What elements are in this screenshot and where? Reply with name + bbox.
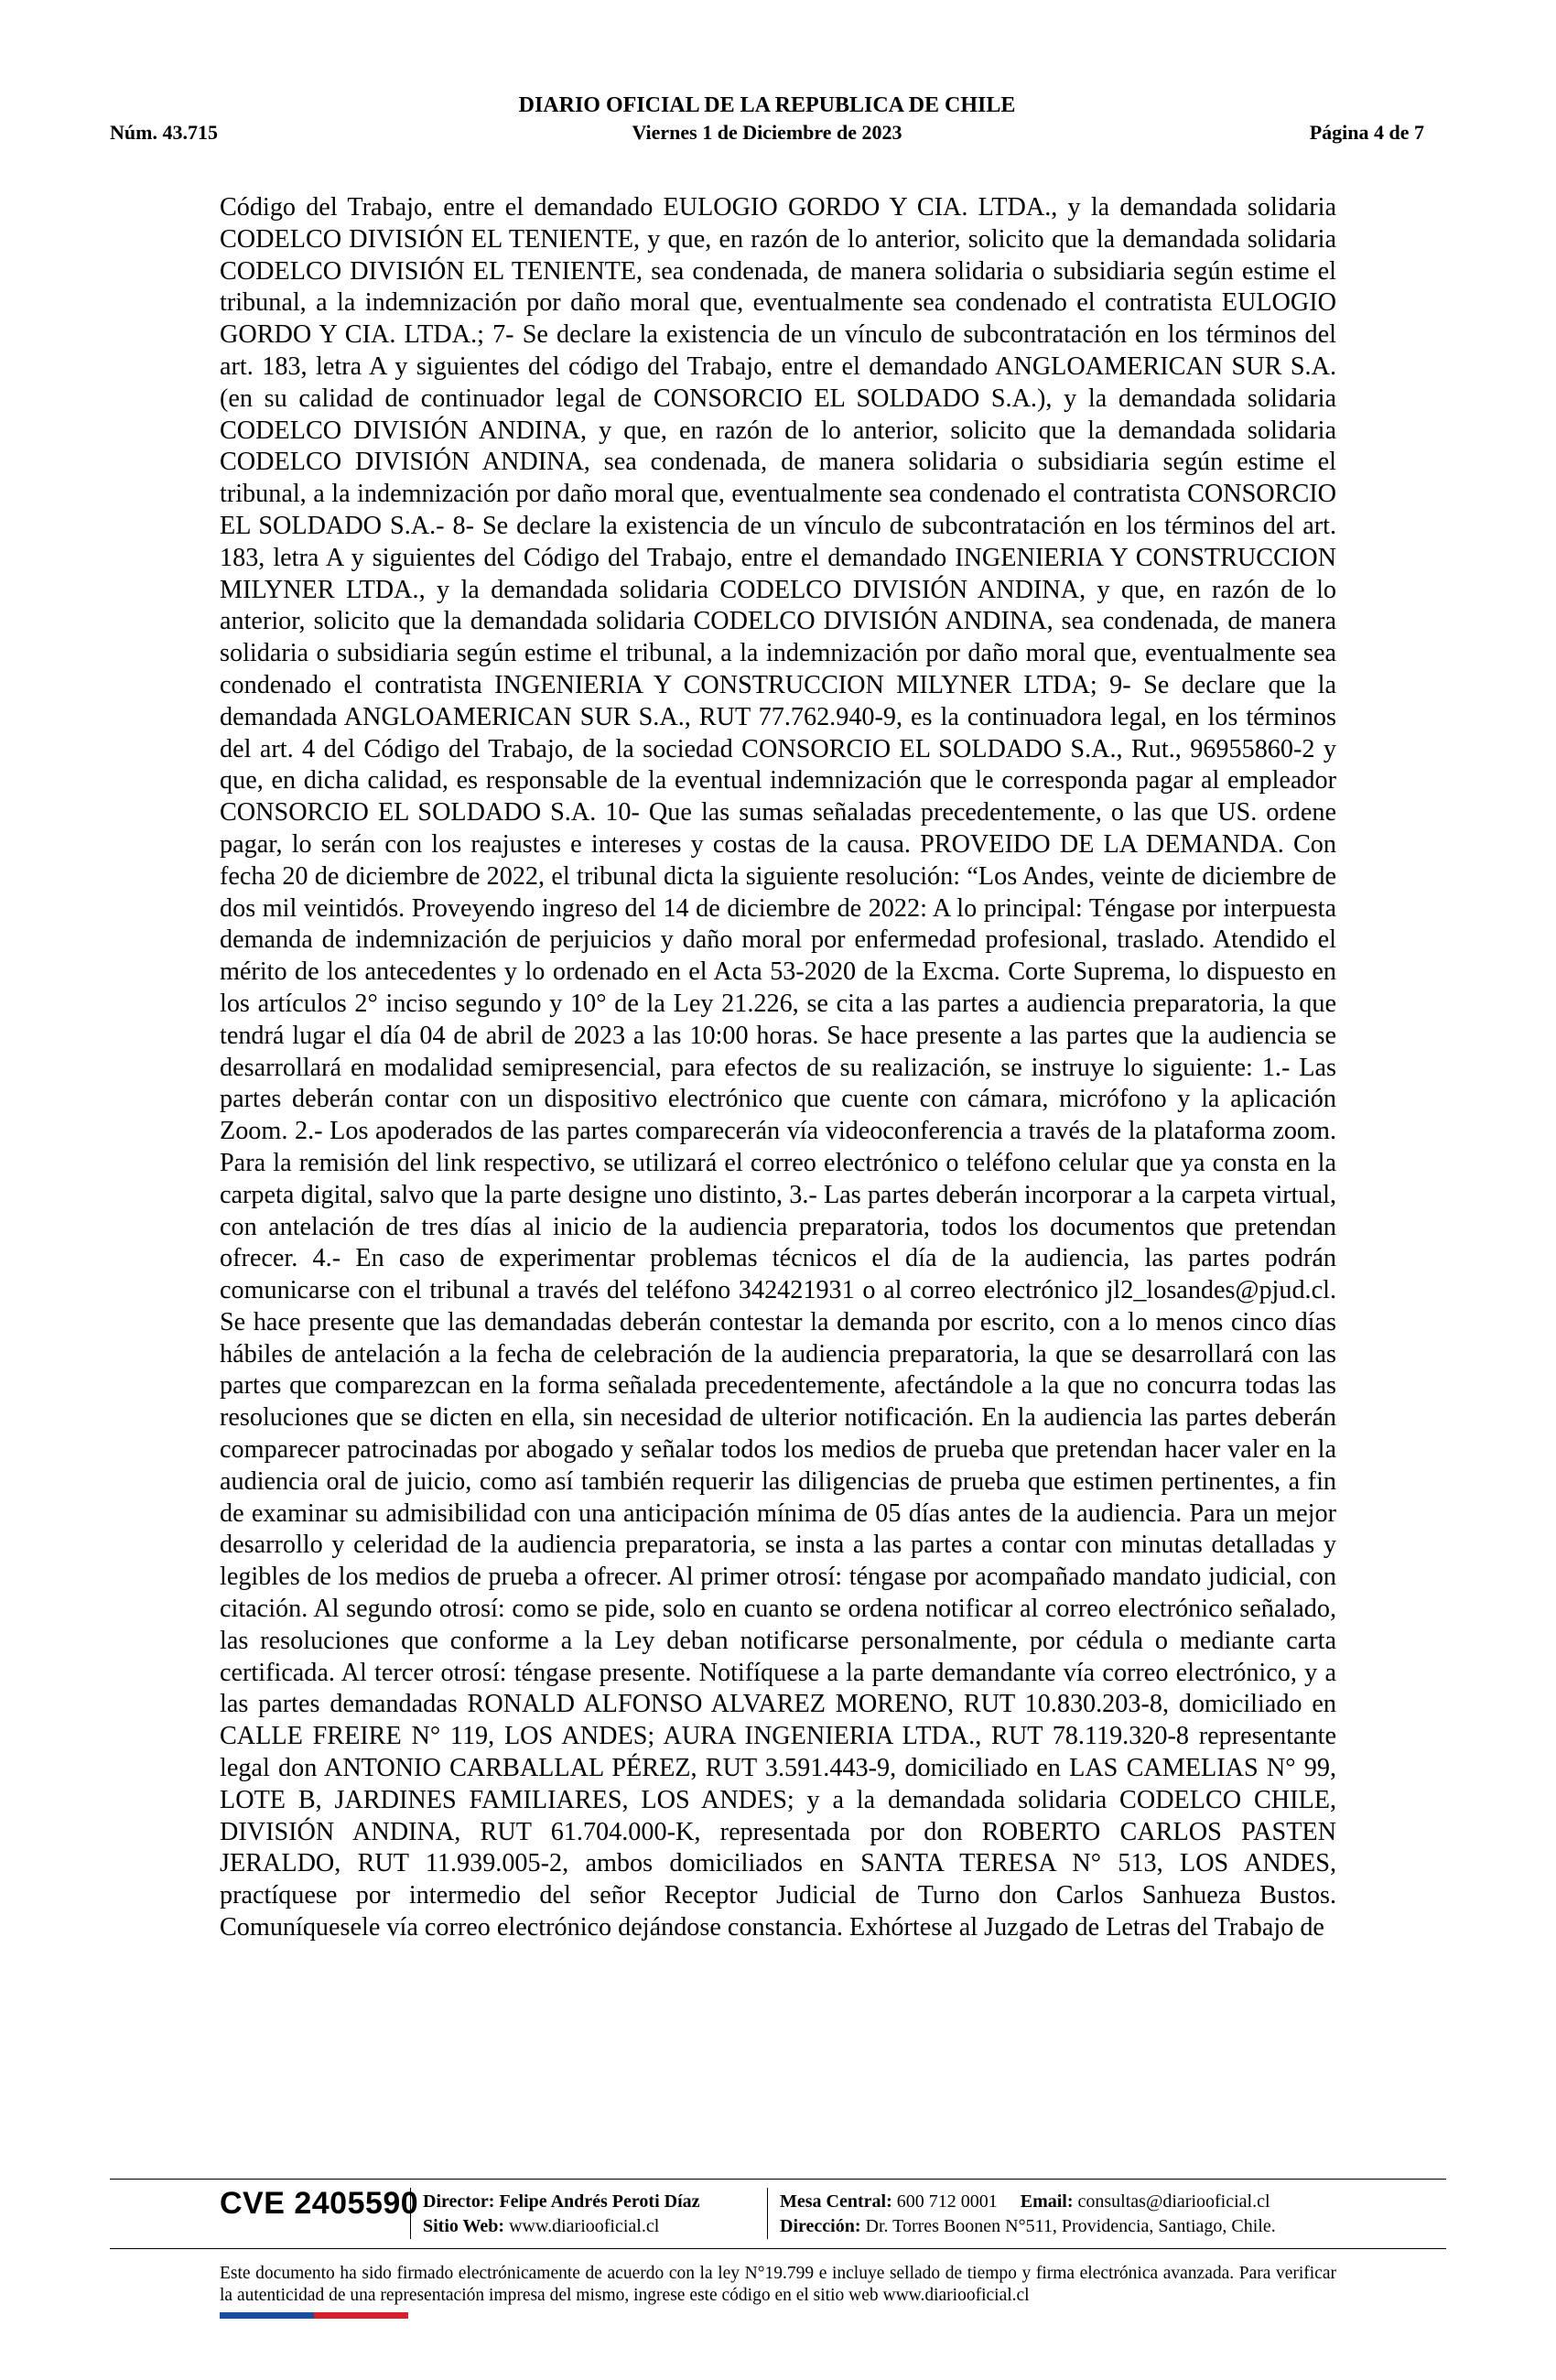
body-text: Código del Trabajo, entre el demandado EULOGIO GORDO Y CIA. LTDA., y la demandada solidaria CODELCO DIVISIÓN EL TENIENTE, y que, en razón de lo anterior, solicito que la demandada solidaria CODELCO DIVISIÓN EL TENIENTE, sea condenada, de manera solidaria o subsidiaria según estime el tribunal, a la indemnización por daño moral que, eventualmente sea condenado el contratista EULOGIO GORDO Y CIA. LTDA.; 7- Se declare la existencia de un vínculo de subcontratación en los términos del art. 183, letra A y siguientes del código del Trabajo, entre el demandado ANGLOAMERICAN SUR S.A. (en su calidad de continuador legal de CONSORCIO EL SOLDADO S.A.), y la demandada solidaria CODELCO DIVISIÓN ANDINA, y que, en razón de lo anterior, solicito que la demandada solidaria CODELCO DIVISIÓN ANDINA, sea condenada, de manera solidaria o subsidiaria según estime el tribunal, a la indemnización por daño moral que, eventualmente sea condenado el contratista CONSORCIO EL SOLDADO S.A.- 8- Se declare la existencia de un vínculo de subcontratación en los términos del art. 183, letra A y siguientes del Código del Trabajo, entre el demandado INGENIERIA Y CONSTRUCCION MILYNER LTDA., y la demandada solidaria CODELCO DIVISIÓN ANDINA, y que, en razón de lo anterior, solicito que la demandada solidaria CODELCO DIVISIÓN ANDINA, sea condenada, de manera solidaria o subsidiaria según estime el tribunal, a la indemnización por daño moral que, eventualmente sea condenado el contratista INGENIERIA Y CONSTRUCCION MILYNER LTDA; 9- Se declare que la demandada ANGLOAMERICAN SUR S.A., RUT 77.762.940-9, es la continuadora legal, en los términos del art. 4 del Código del Trabajo, de la sociedad CONSORCIO EL SOLDADO S.A., Rut., 96955860-2 y que, en dicha calidad, es responsable de la eventual indemnización que le corresponda pagar al empleador CONSORCIO EL SOLDADO S.A. 10- Que las sumas señaladas precedentemente, o las que US. ordene pagar, lo serán con los reajustes e intereses y costas de la causa. PROVEIDO DE LA DEMANDA. Con fecha 20 de diciembre de 2022, el tribunal dicta la siguiente resolución: “Los Andes, veinte de diciembre de dos mil veintidós. Proveyendo ingreso del 14 de diciembre de 2022: A lo principal: Téngase por interpuesta demanda de indemnización de perjuicios y daño moral por enfermedad profesional, traslado. Atendido el mérito de los antecedentes y lo ordenado en el Acta 53-2020 de la Excma. Corte Suprema, lo dispuesto en los artículos 2° inciso segundo y 10° de la Ley 21.226, se cita a las partes a audiencia preparatoria, la que tendrá lugar el día 04 de abril de 2023 a las 10:00 horas. Se hace presente a las partes que la audiencia se desarrollará en modalidad semipresencial, para efectos de su realización, se instruye lo siguiente: 1.- Las partes deberán contar con un dispositivo electrónico que cuente con cámara, micrófono y la aplicación Zoom. 2.- Los apoderados de las partes comparecerán vía videoconferencia a través de la plataforma zoom. Para la remisión del link respectivo, se utilizará el correo electrónico o teléfono celular que ya consta en la carpeta digital, salvo que la parte designe uno distinto, 3.- Las partes deberán incorporar a la carpeta virtual, con antelación de tres días al inicio de la audiencia preparatoria, todos los documentos que pretendan ofrecer. 4.- En caso de experimentar problemas técnicos el día de la audiencia, las partes podrán comunicarse con el tribunal a través del teléfono 342421931 o al correo electrónico jl2_losandes@pjud.cl. Se hace presente que las demandadas deberán contestar la demanda por escrito, con a lo menos cinco días hábiles de antelación a la fecha de celebración de la audiencia preparatoria, la que se desarrollará con las partes que comparezcan en la forma señalada precedentemente, afectándole a la que no concurra todas las resoluciones que se dicten en ella, sin necesidad de ulterior notificación. En la audiencia las partes deberán comparecer patrocinadas por abogado y señalar todos los medios de prueba que pretendan hacer valer en la audiencia oral de juicio, como así también requerir las diligencias de prueba que estimen pertinentes, a fin de examinar su admisibilidad con una anticipación mínima de 05 días antes de la audiencia. Para un mejor desarrollo y celeridad de la audiencia preparatoria, se insta a las partes a contar con minutas detalladas y legibles de los medios de prueba a ofrecer. Al primer otrosí: téngase por acompañado mandato judicial, con citación. Al segundo otrosí: como se pide, solo en cuanto se ordena notificar al correo electrónico señalado, las resoluciones que conforme a la Ley deban notificarse personalmente, por cédula o mediante carta certificada. Al tercer otrosí: téngase presente. Notifíquese a la parte demandante vía correo electrónico, y a las partes demandadas RONALD ALFONSO ALVAREZ MORENO, RUT 10.830.203-8, domiciliado en CALLE FREIRE N° 119, LOS ANDES; AURA INGENIERIA LTDA., RUT 78.119.320-8 representante legal don ANTONIO CARBALLAL PÉREZ, RUT 3.591.443-9, domiciliado en LAS CAMELIAS N° 99, LOTE B, JARDINES FAMILIARES, LOS ANDES; y a la demandada solidaria CODELCO CHILE, DIVISIÓN ANDINA, RUT 61.704.000-K, representada por don ROBERTO CARLOS PASTEN JERALDO, RUT 11.939.005-2, ambos domiciliados en SANTA TERESA N° 513, LOS ANDES, practíquese por intermedio del señor Receptor Judicial de Turno don Carlos Sanhueza Bustos. Comuníquesele vía correo electrónico dejándose constancia. Exhórtese al Juzgado de Letras del Trabajo de <box>220 193 1336 1942</box>
website-label: Sitio Web: <box>423 2216 505 2236</box>
page-header <box>110 93 1424 148</box>
mesa-central-label: Mesa Central: <box>780 2191 892 2212</box>
email-link[interactable]: consultas@diariooficial.cl <box>1077 2191 1270 2212</box>
address-label: Dirección: <box>780 2216 861 2236</box>
footer-contact-column <box>780 2190 1276 2239</box>
address-value: Dr. Torres Boonen N°511, Providencia, Santiago, Chile. <box>865 2216 1276 2236</box>
email-label: Email: <box>1020 2191 1074 2212</box>
cve-code: CVE 2405590 <box>220 2186 419 2221</box>
footer-divider <box>767 2188 768 2239</box>
issue-number: Núm. 43.715 <box>110 121 218 144</box>
mesa-central-phone: 600 712 0001 <box>896 2191 998 2212</box>
website-link[interactable]: www.diariooficial.cl <box>509 2216 660 2236</box>
footer-director-column <box>423 2190 700 2239</box>
footer-top-divider <box>110 2179 1446 2180</box>
footer-bottom-divider <box>110 2248 1446 2249</box>
flag-red-bar <box>314 2312 408 2319</box>
publication-title: DIARIO OFICIAL DE LA REPUBLICA DE CHILE <box>518 93 1016 117</box>
flag-blue-bar <box>220 2312 314 2319</box>
signature-notice: Este documento ha sido firmado electrónicamente de acuerdo con la ley N°19.799 e incluye sellado de tiempo y firma electrónica avanzada. Para verificar la autenticidad de una representación impresa del mismo, ingrese este código en el sitio web www.diariooficial.cl <box>220 2264 1336 2305</box>
chile-flag-stripe <box>220 2312 408 2319</box>
page-number: Página 4 de 7 <box>1309 121 1424 144</box>
director-label: Director: Felipe Andrés Peroti Díaz <box>423 2191 700 2212</box>
issue-date: Viernes 1 de Diciembre de 2023 <box>632 121 902 144</box>
footer-divider <box>410 2188 411 2239</box>
